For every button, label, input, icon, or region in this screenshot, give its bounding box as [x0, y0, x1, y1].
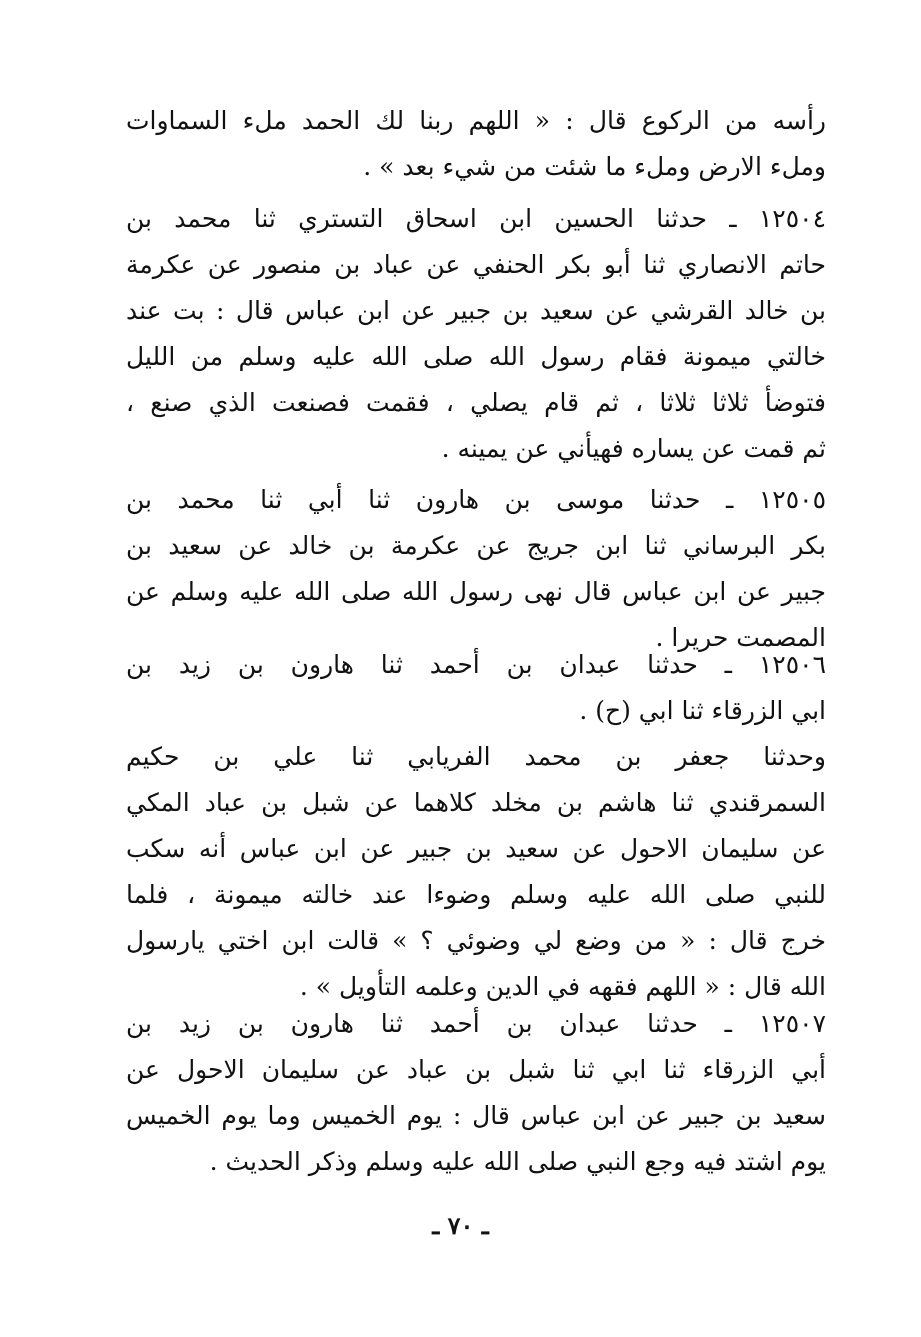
text-line: ١٢٥٠٥ ـ حدثنا موسى بن هارون ثنا أبي ثنا محمد بن	[126, 485, 826, 514]
text-line: بن خالد القرشي عن سعيد بن جبير عن ابن عباس قال : بت عند	[126, 296, 826, 325]
text-line: عن سليمان الاحول عن سعيد بن جبير عن ابن عباس أنه سكب	[126, 834, 826, 863]
text-line: المصمت حريرا .	[655, 623, 826, 652]
hadith-12507	[126, 1001, 826, 1185]
text-line: بكر البرساني ثنا ابن جريج عن عكرمة بن خالد عن سعيد بن	[126, 531, 826, 560]
hadith-12505	[126, 477, 826, 661]
hadith-12506-second-chain	[126, 734, 826, 1010]
text-line: السمرقندي ثنا هاشم بن مخلد كلاهما عن شبل بن عباد المكي	[126, 788, 826, 817]
text-line: فتوضأ ثلاثا ثلاثا ، ثم قام يصلي ، فقمت فصنعت الذي صنع ،	[126, 388, 826, 417]
text-line: رأسه من الركوع قال : « اللهم ربنا لك الحمد ملء السماوات	[126, 106, 826, 135]
text-line: ١٢٥٠٧ ـ حدثنا عبدان بن أحمد ثنا هارون بن زيد بن	[126, 1009, 826, 1038]
hadith-12504	[126, 196, 826, 472]
text-line: ١٢٥٠٤ ـ حدثنا الحسين ابن اسحاق التستري ثنا محمد بن	[126, 204, 826, 233]
text-line: وملء الارض وملء ما شئت من شيء بعد » .	[363, 152, 826, 181]
text-line: سعيد بن جبير عن ابن عباس قال : يوم الخميس وما يوم الخميس	[126, 1101, 826, 1130]
text-line: يوم اشتد فيه وجع النبي صلى الله عليه وسلم وذكر الحديث .	[209, 1147, 826, 1176]
paragraph-continuation	[126, 98, 826, 190]
text-line: أبي الزرقاء ثنا ابي ثنا شبل بن عباد عن سليمان الاحول عن	[126, 1055, 826, 1084]
text-line: ابي الزرقاء ثنا ابي (ح) .	[579, 696, 826, 725]
text-line: ثم قمت عن يساره فهيأني عن يمينه .	[441, 434, 826, 463]
page-number: ـ ٧٠ ـ	[432, 1211, 489, 1240]
text-line: خرج قال : « من وضع لي وضوئي ؟ » قالت ابن اختي يارسول	[126, 926, 826, 955]
text-line: خالتي ميمونة فقام رسول الله صلى الله عليه وسلم من الليل	[126, 342, 826, 371]
text-line: الله قال : « اللهم فقهه في الدين وعلمه التأويل » .	[299, 972, 826, 1001]
text-line: للنبي صلى الله عليه وسلم وضوءا عند خالته ميمونة ، فلما	[126, 880, 826, 909]
text-line: وحدثنا جعفر بن محمد الفريابي ثنا علي بن حكيم	[126, 742, 826, 771]
text-line: جبير عن ابن عباس قال نهى رسول الله صلى الله عليه وسلم عن	[126, 577, 826, 606]
text-line: حاتم الانصاري ثنا أبو بكر الحنفي عن عباد بن منصور عن عكرمة	[126, 250, 826, 279]
text-line: ١٢٥٠٦ ـ حدثنا عبدان بن أحمد ثنا هارون بن زيد بن	[126, 650, 826, 679]
hadith-12506	[126, 642, 826, 734]
